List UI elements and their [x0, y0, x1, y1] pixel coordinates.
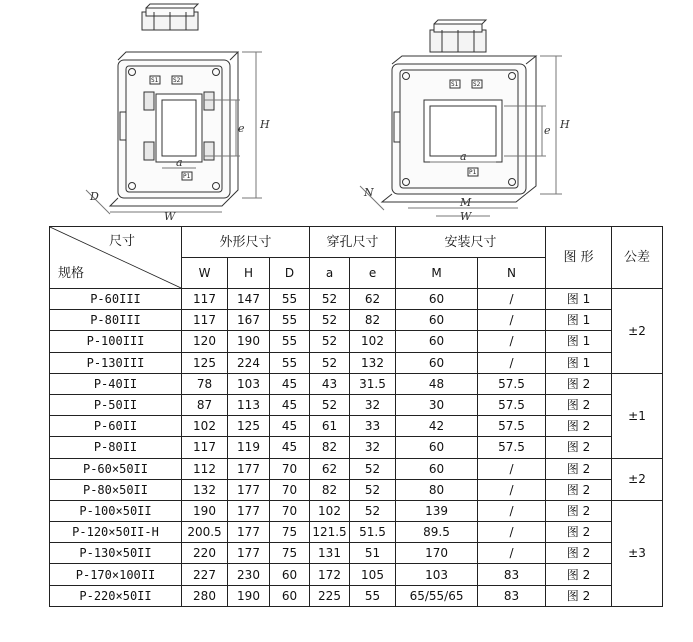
table-row: [50, 310, 663, 331]
cell-m: 30: [396, 394, 478, 415]
cell-figure: 图 2: [546, 373, 612, 394]
cell-tolerance: ±2: [612, 458, 663, 500]
cell-h: 177: [228, 522, 270, 543]
cell-model: P-80II: [50, 437, 182, 458]
cell-model: P-100×50II: [50, 500, 182, 521]
cell-w: 117: [182, 437, 228, 458]
dim-label-a: a: [460, 150, 467, 163]
subheader-a: a: [310, 258, 350, 289]
cell-n: 57.5: [478, 373, 546, 394]
cell-h: 177: [228, 500, 270, 521]
subheader-m: M: [396, 258, 478, 289]
table-row: [50, 394, 663, 415]
cell-n: /: [478, 331, 546, 352]
cell-figure: 图 2: [546, 394, 612, 415]
dim-label-H: H: [560, 118, 570, 131]
cell-a: 131: [310, 543, 350, 564]
cell-n: /: [478, 458, 546, 479]
cell-m: 80: [396, 479, 478, 500]
cell-figure: 图 2: [546, 416, 612, 437]
cell-figure: 图 2: [546, 479, 612, 500]
cell-w: 120: [182, 331, 228, 352]
cell-e: 105: [350, 564, 396, 585]
cell-a: 62: [310, 458, 350, 479]
cell-m: 60: [396, 289, 478, 310]
table-row: [50, 543, 663, 564]
cell-h: 224: [228, 352, 270, 373]
cell-m: 170: [396, 543, 478, 564]
cell-h: 103: [228, 373, 270, 394]
cell-a: 82: [310, 479, 350, 500]
cell-m: 42: [396, 416, 478, 437]
cell-w: 132: [182, 479, 228, 500]
subheader-e: e: [350, 258, 396, 289]
subheader-d: D: [270, 258, 310, 289]
dim-label-M: M: [460, 196, 472, 209]
table-row: [50, 352, 663, 373]
cell-d: 70: [270, 479, 310, 500]
cell-n: 57.5: [478, 437, 546, 458]
cell-h: 147: [228, 289, 270, 310]
table-row: [50, 331, 663, 352]
cell-tolerance: ±2: [612, 289, 663, 374]
cell-m: 60: [396, 331, 478, 352]
table-row: [50, 289, 663, 310]
subheader-n: N: [478, 258, 546, 289]
cell-n: 83: [478, 564, 546, 585]
cell-e: 52: [350, 458, 396, 479]
subheader-w: W: [182, 258, 228, 289]
cell-tolerance: ±1: [612, 373, 663, 458]
cell-m: 103: [396, 564, 478, 585]
cell-figure: 图 1: [546, 310, 612, 331]
cell-e: 52: [350, 500, 396, 521]
cell-e: 32: [350, 437, 396, 458]
cell-model: P-130×50II: [50, 543, 182, 564]
cell-w: 125: [182, 352, 228, 373]
cell-a: 52: [310, 352, 350, 373]
table-row: [50, 373, 663, 394]
cell-h: 177: [228, 458, 270, 479]
table-row: [50, 458, 663, 479]
table-row: [50, 479, 663, 500]
cell-n: /: [478, 289, 546, 310]
cell-e: 55: [350, 585, 396, 606]
cell-d: 60: [270, 564, 310, 585]
cell-d: 55: [270, 331, 310, 352]
cell-a: 225: [310, 585, 350, 606]
corner-label-size: 尺寸: [108, 234, 135, 249]
terminal-tag-s2: S2: [473, 81, 481, 88]
cell-w: 280: [182, 585, 228, 606]
figure-1-drawing: [80, 0, 280, 222]
group-header-outline: 外形尺寸: [182, 227, 310, 258]
corner-label-model: 规格: [58, 266, 85, 281]
cell-d: 70: [270, 458, 310, 479]
cell-m: 48: [396, 373, 478, 394]
cell-w: 190: [182, 500, 228, 521]
cell-d: 70: [270, 500, 310, 521]
cell-a: 121.5: [310, 522, 350, 543]
cell-d: 45: [270, 394, 310, 415]
cell-a: 52: [310, 394, 350, 415]
cell-model: P-60III: [50, 289, 182, 310]
cell-d: 45: [270, 437, 310, 458]
cell-n: 83: [478, 585, 546, 606]
header-figure: 图 形: [546, 227, 612, 289]
cell-model: P-60×50II: [50, 458, 182, 479]
cell-model: P-80III: [50, 310, 182, 331]
cell-n: 57.5: [478, 394, 546, 415]
cell-figure: 图 2: [546, 437, 612, 458]
cell-w: 117: [182, 289, 228, 310]
cell-model: P-120×50II-H: [50, 522, 182, 543]
cell-w: 102: [182, 416, 228, 437]
cell-figure: 图 2: [546, 458, 612, 479]
cell-a: 61: [310, 416, 350, 437]
cell-model: P-50II: [50, 394, 182, 415]
cell-a: 43: [310, 373, 350, 394]
cell-n: /: [478, 310, 546, 331]
cell-d: 75: [270, 543, 310, 564]
cell-a: 172: [310, 564, 350, 585]
table-row: [50, 416, 663, 437]
cell-h: 119: [228, 437, 270, 458]
cell-h: 177: [228, 479, 270, 500]
dim-label-a: a: [176, 156, 183, 169]
table-row: [50, 437, 663, 458]
cell-a: 52: [310, 310, 350, 331]
cell-e: 102: [350, 331, 396, 352]
cell-e: 51.5: [350, 522, 396, 543]
cell-n: /: [478, 352, 546, 373]
terminal-tag-p1: P1: [183, 173, 191, 180]
cell-m: 60: [396, 458, 478, 479]
cell-figure: 图 2: [546, 564, 612, 585]
product-drawings: [0, 0, 693, 222]
header-tolerance: 公差: [612, 227, 663, 289]
cell-h: 125: [228, 416, 270, 437]
cell-a: 82: [310, 437, 350, 458]
group-header-mounting: 安装尺寸: [396, 227, 546, 258]
cell-e: 82: [350, 310, 396, 331]
terminal-tag-s1: S1: [151, 77, 159, 84]
dim-label-W: W: [164, 210, 176, 222]
cell-h: 113: [228, 394, 270, 415]
cell-model: P-100III: [50, 331, 182, 352]
terminal-tag-p1: P1: [469, 169, 477, 176]
figure-2-drawing: [340, 0, 580, 222]
cell-d: 55: [270, 310, 310, 331]
dim-label-N: N: [364, 186, 374, 199]
cell-w: 117: [182, 310, 228, 331]
cell-m: 60: [396, 310, 478, 331]
terminal-tag-s2: S2: [173, 77, 181, 84]
cell-h: 167: [228, 310, 270, 331]
cell-e: 33: [350, 416, 396, 437]
group-header-hole: 穿孔尺寸: [310, 227, 396, 258]
cell-h: 230: [228, 564, 270, 585]
table-row: [50, 522, 663, 543]
cell-model: P-170×100II: [50, 564, 182, 585]
cell-w: 87: [182, 394, 228, 415]
cell-e: 52: [350, 479, 396, 500]
cell-d: 75: [270, 522, 310, 543]
cell-figure: 图 2: [546, 585, 612, 606]
table-row: [50, 585, 663, 606]
cell-w: 200.5: [182, 522, 228, 543]
cell-h: 190: [228, 331, 270, 352]
cell-w: 220: [182, 543, 228, 564]
cell-d: 45: [270, 416, 310, 437]
cell-e: 51: [350, 543, 396, 564]
cell-d: 55: [270, 352, 310, 373]
subheader-h: H: [228, 258, 270, 289]
cell-tolerance: ±3: [612, 500, 663, 606]
cell-n: 57.5: [478, 416, 546, 437]
cell-w: 227: [182, 564, 228, 585]
cell-e: 32: [350, 394, 396, 415]
terminal-tag-s1: S1: [451, 81, 459, 88]
cell-m: 60: [396, 352, 478, 373]
cell-figure: 图 2: [546, 543, 612, 564]
cell-w: 112: [182, 458, 228, 479]
cell-figure: 图 1: [546, 331, 612, 352]
cell-a: 52: [310, 331, 350, 352]
cell-a: 52: [310, 289, 350, 310]
cell-n: /: [478, 479, 546, 500]
cell-h: 190: [228, 585, 270, 606]
cell-model: P-80×50II: [50, 479, 182, 500]
cell-n: /: [478, 543, 546, 564]
dim-label-W: W: [460, 210, 472, 222]
cell-h: 177: [228, 543, 270, 564]
cell-a: 102: [310, 500, 350, 521]
dim-label-e: e: [544, 124, 551, 137]
cell-m: 89.5: [396, 522, 478, 543]
cell-n: /: [478, 522, 546, 543]
cell-model: P-40II: [50, 373, 182, 394]
cell-model: P-130III: [50, 352, 182, 373]
cell-d: 60: [270, 585, 310, 606]
dim-label-e: e: [238, 122, 245, 135]
cell-m: 139: [396, 500, 478, 521]
cell-d: 45: [270, 373, 310, 394]
cell-w: 78: [182, 373, 228, 394]
cell-e: 31.5: [350, 373, 396, 394]
dim-label-D: D: [90, 190, 99, 203]
table-row: [50, 564, 663, 585]
corner-header-cell: [50, 227, 182, 289]
cell-m: 60: [396, 437, 478, 458]
dim-label-H: H: [260, 118, 270, 131]
cell-e: 62: [350, 289, 396, 310]
cell-model: P-220×50II: [50, 585, 182, 606]
cell-m: 65/55/65: [396, 585, 478, 606]
cell-figure: 图 1: [546, 289, 612, 310]
cell-d: 55: [270, 289, 310, 310]
cell-figure: 图 1: [546, 352, 612, 373]
spec-table: [49, 226, 663, 607]
cell-n: /: [478, 500, 546, 521]
table-row: [50, 500, 663, 521]
cell-figure: 图 2: [546, 500, 612, 521]
cell-model: P-60II: [50, 416, 182, 437]
cell-e: 132: [350, 352, 396, 373]
cell-figure: 图 2: [546, 522, 612, 543]
